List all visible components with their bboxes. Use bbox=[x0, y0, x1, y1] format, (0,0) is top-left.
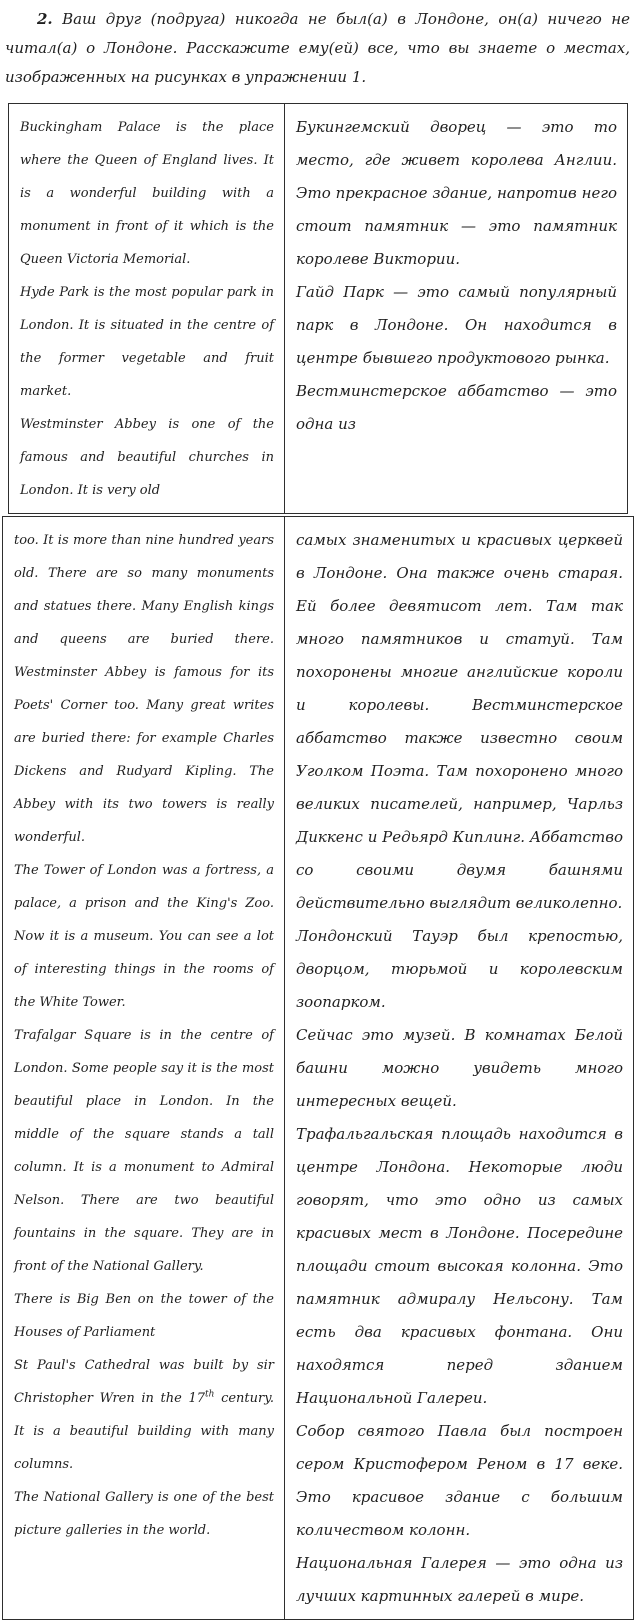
paragraph-hyde-park-english: Hyde Park is the most popular park in London. It is situated in the centre of the former vegetable and fruit market. bbox=[20, 285, 274, 399]
paragraph-tower-of-london-russian-2: Сейчас это музей. В комнатах Белой башни можно увидеть много интересных вещей. bbox=[296, 1026, 623, 1110]
table-bottom-english-column bbox=[3, 517, 285, 1619]
paragraph-st-pauls-english bbox=[14, 1349, 274, 1481]
table-bottom bbox=[2, 516, 634, 1620]
paragraph-buckingham-russian: Букингемский дворец — это то место, где живет королева Англии. Это прекрасное здание, напротив него стоит памятник — это памятник королеве Виктории. bbox=[296, 118, 617, 268]
paragraph-st-pauls-russian: Собор святого Павла был построен сером Кристофером Реном в 17 веке. Это красивое здание с большим количеством колонн. bbox=[296, 1422, 623, 1539]
exercise-statement bbox=[5, 5, 630, 92]
table-top-english-column bbox=[9, 104, 285, 513]
paragraph-westminster-russian-part1: Вестминстерское аббатство — это одна из bbox=[296, 382, 617, 433]
ordinal-superscript: th bbox=[205, 1389, 215, 1400]
table-top bbox=[8, 103, 628, 514]
paragraph-buckingham-english: Buckingham Palace is the place where the Queen of England lives. It is a wonderful building with a monument in front of it which is the Queen Victoria Memorial. bbox=[20, 120, 274, 267]
exercise-number: 2. bbox=[37, 10, 53, 28]
table-bottom-russian-column bbox=[285, 517, 633, 1619]
paragraph-tower-of-london-english: The Tower of London was a fortress, a palace, a prison and the King's Zoo. Now it is a museum. You can see a lot of interesting things in the rooms of the White Tower. bbox=[14, 863, 274, 1010]
paragraph-tower-of-london-russian-1: Лондонский Тауэр был крепостью, дворцом, тюрьмой и королевским зоопарком. bbox=[296, 927, 623, 1011]
paragraph-national-gallery-english: The National Gallery is one of the best picture galleries in the world. bbox=[14, 1490, 274, 1538]
paragraph-hyde-park-russian: Гайд Парк — это самый популярный парк в Лондоне. Он находится в центре бывшего продуктового рынка. bbox=[296, 283, 617, 367]
paragraph-national-gallery-russian: Национальная Галерея — это одна из лучших картинных галерей в мире. bbox=[296, 1554, 623, 1605]
table-top-russian-column bbox=[285, 104, 627, 513]
paragraph-big-ben-english: There is Big Ben on the tower of the Houses of Parliament bbox=[14, 1292, 274, 1340]
exercise-statement-text: Ваш друг (подруга) никогда не был(а) в Лондоне, он(а) ничего не читал(а) о Лондоне. Расскажите ему(ей) все, что вы знаете о местах, изображенных на рисунках в упражнении 1. bbox=[5, 10, 630, 86]
paragraph-trafalgar-square-russian: Трафальгальская площадь находится в центре Лондона. Некоторые люди говорят, что это одно из самых красивых мест в Лондоне. Посередине площади стоит высокая колонна. Это памятник адмиралу Нельсону. Там есть два красивых фонтана. Они находятся перед зданием Национальной Галереи. bbox=[296, 1125, 623, 1407]
paragraph-westminster-english-part2: too. It is more than nine hundred years old. There are so many monuments and statues there. Many English kings and queens are buried there. Westminster Abbey is famous for its Poets' Corner too. Many great writes are buried there: for example Charles Dickens and Rudyard Kipling. The Abbey with its two towers is really wonderful. bbox=[14, 533, 274, 845]
paragraph-westminster-russian-part2: самых знаменитых и красивых церквей в Лондоне. Она также очень старая. Ей более девятисот лет. Там так много памятников и статуй. Там похоронены многие английские короли и королевы. Вестминстерское аббатство также известно своим Уголком Поэта. Там похоронено много великих писателей, например, Чарльз Диккенс и Редьярд Киплинг. Аббатство со своими двумя башнями действительно выглядит великолепно. bbox=[296, 531, 623, 912]
paragraph-westminster-english-part1: Westminster Abbey is one of the famous and beautiful churches in London. It is very old bbox=[20, 417, 274, 498]
st-pauls-text-end: century. It is a beautiful building with many columns. bbox=[14, 1391, 274, 1472]
paragraph-trafalgar-square-english: Trafalgar Square is in the centre of London. Some people say it is the most beautiful place in London. In the middle of the square stands a tall column. It is a monument to Admiral Nelson. There are two beautiful fountains in the square. They are in front of the National Gallery. bbox=[14, 1028, 274, 1274]
st-pauls-text-start: St Paul's Cathedral was built by sir Christopher Wren in the 17 bbox=[14, 1358, 274, 1406]
